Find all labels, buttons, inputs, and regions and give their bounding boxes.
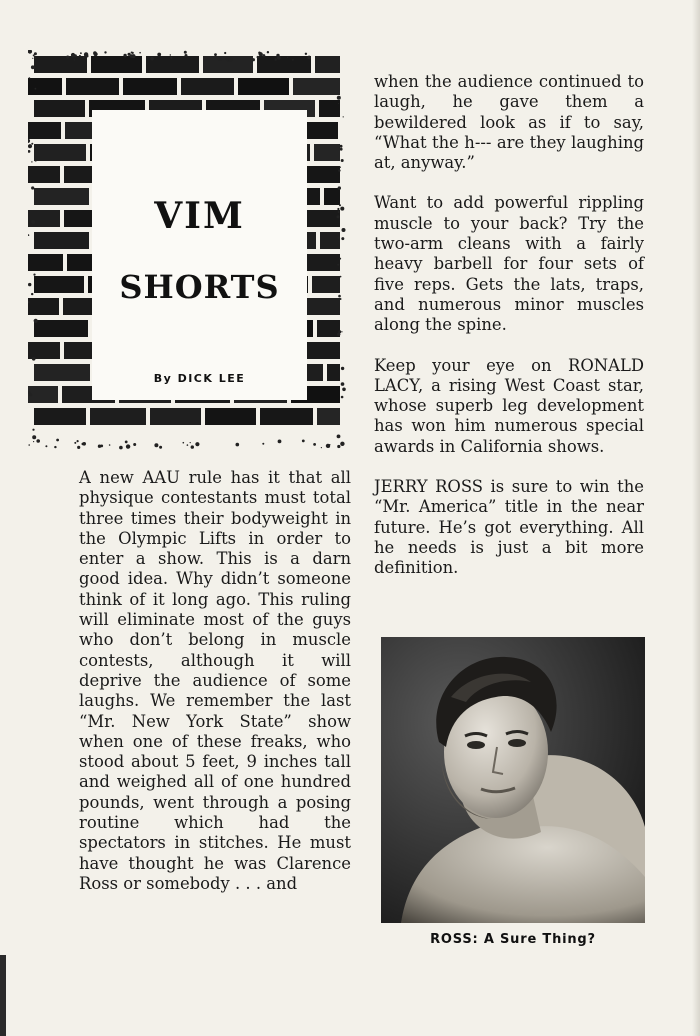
speckle — [343, 116, 344, 117]
speckle — [31, 65, 35, 69]
brick — [238, 78, 289, 95]
speckle — [79, 55, 81, 57]
speckle — [277, 56, 281, 60]
speckle — [35, 159, 37, 161]
brick — [90, 408, 146, 425]
speckle — [32, 429, 34, 431]
speckle — [94, 52, 98, 56]
speckle — [125, 441, 128, 444]
speckle — [157, 53, 161, 57]
speckle — [307, 56, 311, 60]
speckle — [28, 144, 32, 148]
speckle — [337, 435, 341, 439]
brick — [34, 144, 86, 161]
speckle — [340, 148, 343, 151]
speckle — [33, 441, 34, 442]
speckle — [339, 204, 341, 206]
brick — [293, 78, 340, 95]
speckle — [80, 52, 82, 54]
brick — [314, 144, 340, 161]
speckle — [170, 57, 172, 59]
brick — [317, 320, 340, 337]
speckle — [119, 446, 123, 450]
speckle — [183, 442, 185, 444]
speckle — [33, 274, 35, 276]
brick — [34, 408, 86, 425]
speckle — [337, 445, 340, 448]
speckle — [278, 440, 282, 444]
speckle — [86, 55, 89, 58]
brick — [28, 342, 60, 359]
speckle — [28, 150, 30, 153]
speckle — [337, 96, 341, 100]
speckle — [154, 443, 158, 447]
brick — [28, 122, 61, 139]
speckle — [337, 236, 340, 239]
brick — [28, 254, 63, 271]
speckle — [123, 54, 126, 57]
speckle — [228, 58, 232, 62]
scan-edge — [692, 0, 700, 1036]
photo-caption: ROSS: A Sure Thing? — [430, 932, 596, 947]
speckle — [66, 56, 69, 59]
speckle — [338, 211, 340, 213]
scan-mark — [0, 955, 6, 1036]
speckle — [132, 52, 134, 54]
speckle — [337, 215, 340, 218]
speckle — [28, 283, 31, 286]
article-right-column — [374, 72, 644, 579]
speckle — [313, 443, 316, 446]
speckle — [340, 276, 342, 278]
brick — [123, 78, 177, 95]
speckle — [74, 54, 77, 57]
speckle — [341, 159, 344, 162]
speckle — [342, 228, 346, 232]
article-paragraph: A new AAU rule has it that all physique contestants must total three times their bodyweight in the Olympic Lifts in order to enter a show. This is a darn good idea. Why didn’t someone think of it long ago. This ruling will eliminate most of the guys who don’t belong in muscle contests, although it will deprive the audience of some laughs. We remember the last “Mr. New York State” show when one of these freaks, who stood about 5 feet, 9 inches tall and weighed all of one hundred pounds, went through a posing routine which had the spectators in stitches. He must have thought he was Clarence Ross or somebody . . . and — [79, 468, 351, 893]
title-brick-frame — [28, 50, 346, 450]
speckle — [339, 258, 341, 260]
speckle — [292, 59, 294, 61]
brick — [150, 408, 201, 425]
speckle — [83, 56, 85, 58]
speckle — [302, 440, 305, 443]
speckle — [74, 59, 75, 60]
title-vim: VIM — [154, 195, 245, 237]
article-paragraph: when the audience continued to laugh, he gave them a bewildered look as if to say, “What the h--- are they laughing at, anyway.” — [374, 72, 644, 173]
brick — [257, 56, 311, 73]
brick — [91, 56, 142, 73]
speckle — [337, 208, 339, 210]
brick — [34, 364, 90, 381]
speckle — [34, 311, 35, 312]
speckle — [32, 58, 33, 59]
speckle — [31, 186, 34, 189]
speckle — [342, 388, 346, 392]
speckle — [109, 444, 111, 446]
speckle — [341, 237, 344, 240]
speckle — [28, 234, 29, 236]
speckle — [340, 442, 344, 446]
speckle — [28, 50, 32, 54]
speckle — [98, 445, 101, 448]
speckle — [28, 139, 30, 143]
speckle — [74, 442, 76, 444]
brick — [181, 78, 234, 95]
speckle — [139, 52, 141, 54]
speckle — [190, 442, 191, 443]
article-left-column — [79, 468, 351, 894]
speckle — [340, 298, 342, 300]
brick — [205, 408, 256, 425]
speckle — [267, 51, 269, 53]
brick — [327, 364, 340, 381]
speckle — [259, 52, 263, 56]
brick — [28, 298, 59, 315]
portrait-photo — [381, 637, 645, 923]
brick — [319, 100, 340, 117]
byline: By DICK LEE — [153, 372, 246, 385]
speckle — [191, 445, 194, 448]
speckle — [305, 53, 307, 55]
speckle — [257, 56, 259, 58]
speckle — [34, 52, 37, 55]
speckle — [31, 293, 33, 295]
brick — [28, 210, 60, 227]
speckle — [338, 186, 341, 189]
speckle — [170, 54, 171, 55]
speckle — [29, 77, 31, 79]
speckle — [338, 169, 340, 171]
speckle — [31, 161, 32, 162]
speckle — [340, 207, 344, 211]
brick — [315, 56, 340, 73]
speckle — [338, 103, 339, 104]
speckle — [126, 444, 130, 448]
speckle — [56, 439, 59, 442]
brick — [320, 232, 340, 249]
speckle — [185, 54, 188, 57]
speckle — [133, 443, 136, 446]
speckle — [337, 333, 340, 336]
article-paragraph: Keep your eye on RONALD LACY, a rising West Coast star, whose superb leg development has won him numerous special awards in California shows. — [374, 355, 644, 456]
speckle — [104, 51, 106, 53]
speckle — [341, 367, 344, 370]
brick — [34, 232, 89, 249]
brick — [312, 276, 340, 293]
brick — [146, 56, 199, 73]
speckle — [34, 319, 38, 323]
speckle — [339, 166, 341, 168]
speckle — [54, 446, 56, 448]
speckle — [338, 295, 341, 298]
speckle — [45, 445, 47, 447]
speckle — [224, 52, 226, 54]
speckle — [195, 442, 199, 446]
speckle — [28, 444, 30, 446]
speckle — [82, 442, 86, 446]
speckle — [128, 53, 131, 56]
speckle — [287, 57, 288, 58]
title-shorts: SHORTS — [119, 268, 280, 306]
article-paragraph: JERRY ROSS is sure to win the “Mr. America” title in the near future. He’s got everything. All he needs is just a bit more definition. — [374, 477, 644, 578]
speckle — [214, 53, 217, 56]
speckle — [187, 444, 189, 446]
speckle — [34, 57, 36, 59]
brick — [34, 56, 87, 73]
speckle — [132, 54, 136, 58]
brick — [260, 408, 313, 425]
speckle — [77, 440, 79, 442]
speckle — [77, 446, 80, 449]
speckle — [31, 220, 35, 224]
speckle — [341, 331, 342, 332]
speckle — [35, 88, 37, 90]
brick — [34, 188, 89, 205]
brick — [34, 276, 84, 293]
speckle — [341, 396, 344, 399]
speckle — [262, 443, 264, 445]
speckle — [31, 143, 33, 145]
speckle — [340, 145, 343, 148]
brick — [66, 78, 119, 95]
brick — [28, 78, 62, 95]
portrait-image — [381, 637, 645, 923]
article-paragraph: Want to add powerful rippling muscle to your back? Try the two-arm cleans with a fairly heavy barbell for four sets of five reps. Gets the lats, traps, and numerous minor muscles along the spine. — [374, 193, 644, 335]
speckle — [150, 57, 154, 61]
speckle — [36, 439, 40, 443]
brick — [324, 188, 340, 205]
speckle — [84, 54, 86, 56]
brick — [34, 100, 85, 117]
speckle — [159, 446, 162, 449]
brick — [317, 408, 340, 425]
speckle — [32, 357, 36, 361]
speckle — [218, 57, 222, 61]
speckle — [337, 264, 339, 266]
speckle — [236, 443, 240, 447]
speckle — [321, 447, 322, 448]
speckle — [184, 51, 187, 54]
speckle — [252, 58, 255, 61]
speckle — [275, 58, 277, 60]
brick — [28, 386, 58, 403]
speckle — [32, 435, 36, 439]
speckle — [326, 444, 330, 448]
brick — [34, 320, 88, 337]
brick — [28, 166, 60, 183]
speckle — [341, 382, 345, 386]
title-card — [92, 110, 307, 400]
